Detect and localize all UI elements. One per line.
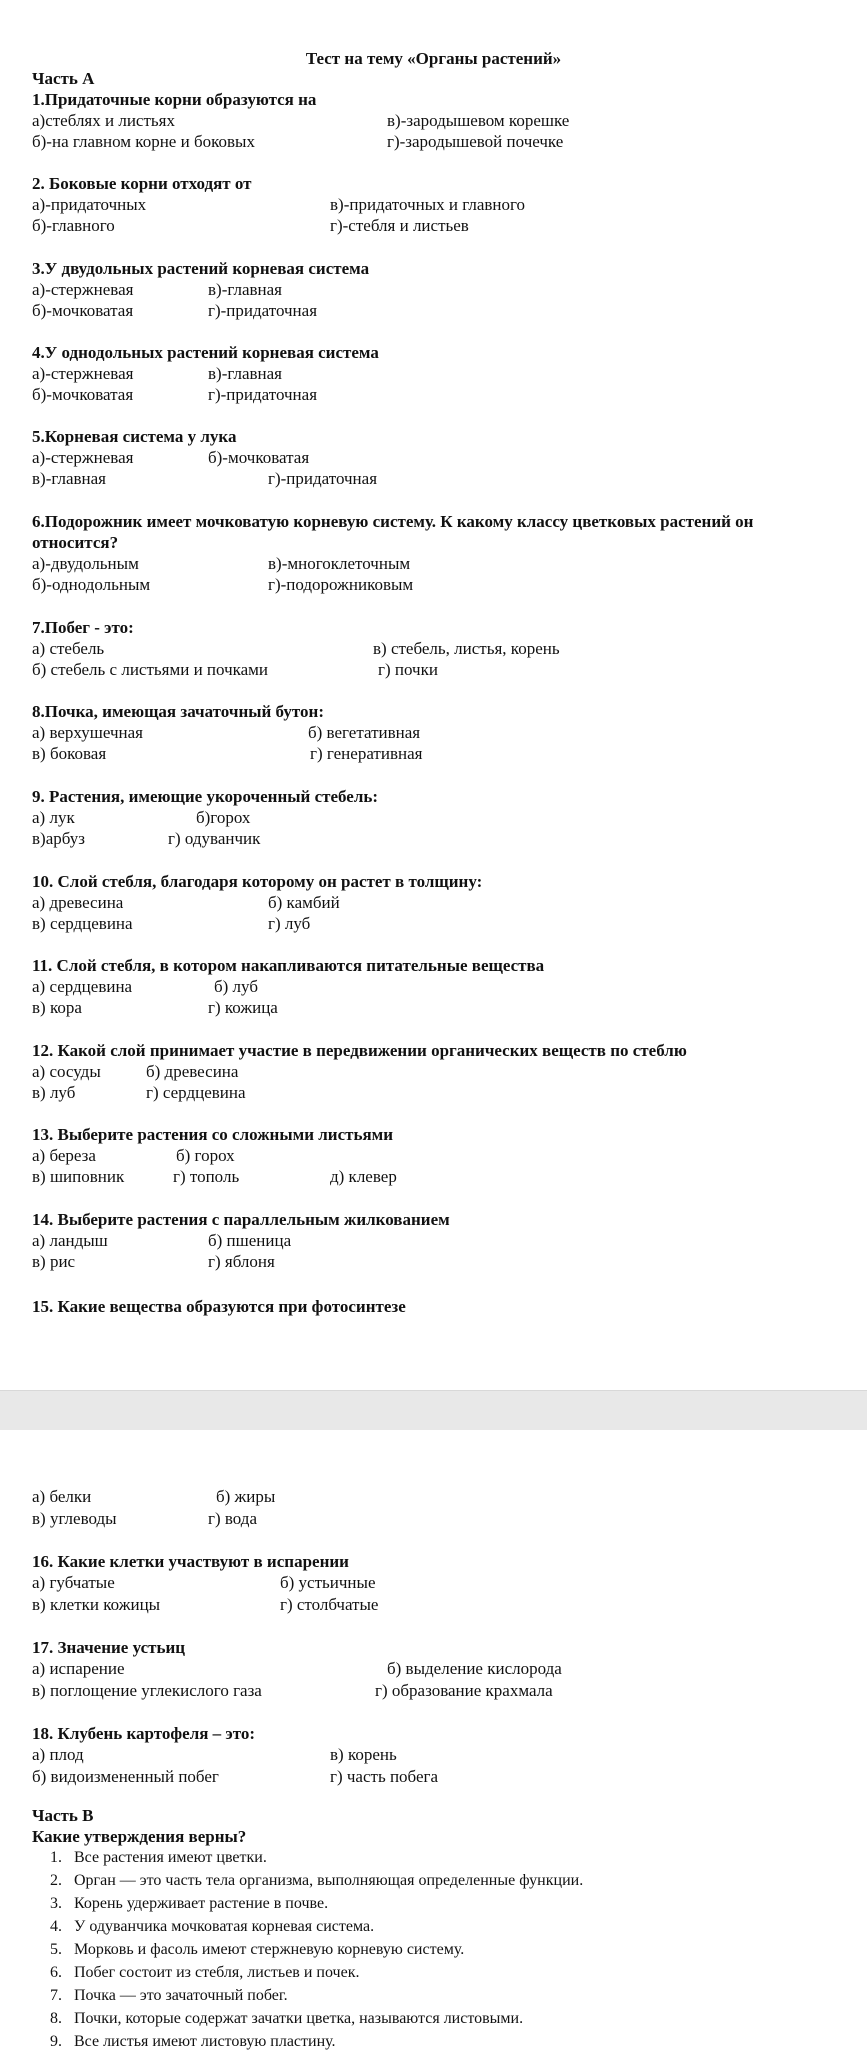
statement-text: Все растения имеют цветки. xyxy=(74,1849,267,1866)
document-title: Тест на тему «Органы растений» xyxy=(305,49,562,68)
answer-14b: в) рис xyxy=(32,1252,76,1271)
answer-6a: а)-двудольным xyxy=(32,554,139,573)
question-15: 15. Какие вещества образуются при фотосинтезе xyxy=(32,1297,406,1316)
statement-text: Корень удерживает растение в почве. xyxy=(74,1895,329,1912)
answer-13b: в) шиповник xyxy=(32,1167,125,1186)
answer-14c: б) пшеница xyxy=(208,1231,292,1250)
statement-number: 2. xyxy=(50,1872,62,1889)
statement-item xyxy=(40,2008,523,2029)
answer-17d: г) образование крахмала xyxy=(375,1681,553,1700)
answer-11d: г) кожица xyxy=(208,998,278,1017)
answer-12a: а) сосуды xyxy=(32,1062,101,1081)
answer-18d: г) часть побега xyxy=(330,1767,439,1786)
answer-10b: в) сердцевина xyxy=(32,914,133,933)
answer-15a: а) белки xyxy=(32,1487,92,1506)
answer-3d: г)-придаточная xyxy=(208,301,318,320)
question-3: 3.У двудольных растений корневая система xyxy=(32,259,370,278)
statement-number: 7. xyxy=(50,1987,62,2004)
answer-3a: а)-стержневая xyxy=(32,280,134,299)
answer-10a: а) древесина xyxy=(32,893,124,912)
answer-18b: б) видоизмененный побег xyxy=(32,1767,219,1786)
answer-2b: б)-главного xyxy=(32,216,115,235)
question-8: 8.Почка, имеющая зачаточный бутон: xyxy=(32,702,324,721)
statement-item xyxy=(40,1870,583,1891)
statement-number: 8. xyxy=(50,2010,62,2027)
answer-3c: в)-главная xyxy=(208,280,282,299)
question-7: 7.Побег - это: xyxy=(32,618,134,637)
answer-2c: в)-придаточных и главного xyxy=(330,195,526,214)
statement-number: 4. xyxy=(50,1918,62,1935)
answer-17a: а) испарение xyxy=(32,1659,125,1678)
statement-text: Почки, которые содержат зачатки цветка, называются листовыми. xyxy=(74,2010,524,2027)
answer-18c: в) корень xyxy=(330,1745,397,1764)
answer-18a: а) плод xyxy=(32,1745,84,1764)
answer-7d: г) почки xyxy=(378,660,438,679)
answer-4a: а)-стержневая xyxy=(32,364,134,383)
answer-14a: а) ландыш xyxy=(32,1231,108,1250)
answer-1d: г)-зародышевой почечке xyxy=(387,132,564,151)
question-9: 9. Растения, имеющие укороченный стебель: xyxy=(32,787,379,806)
answer-16c: б) устьичные xyxy=(280,1573,376,1592)
statement-item xyxy=(40,1939,464,1960)
question-16: 16. Какие клетки участвуют в испарении xyxy=(32,1552,349,1571)
answer-6c: в)-многоклеточным xyxy=(268,554,411,573)
answer-9b: в)арбуз xyxy=(32,829,85,848)
answer-7b: б) стебель с листьями и почками xyxy=(32,660,269,679)
statement-item xyxy=(40,1916,374,1937)
statement-number: 6. xyxy=(50,1964,62,1981)
question-6: 6.Подорожник имеет мочковатую корневую систему. К какому классу цветковых растений он xyxy=(32,512,754,531)
answer-16a: а) губчатые xyxy=(32,1573,115,1592)
answer-2a: а)-придаточных xyxy=(32,195,147,214)
answer-7c: в) стебель, листья, корень xyxy=(373,639,560,658)
statement-number: 1. xyxy=(50,1849,62,1866)
question-6-continued: относится? xyxy=(32,533,119,552)
answer-9a: а) лук xyxy=(32,808,75,827)
question-2: 2. Боковые корни отходят от xyxy=(32,174,252,193)
question-17: 17. Значение устьиц xyxy=(32,1638,186,1657)
answer-4b: б)-мочковатая xyxy=(32,385,134,404)
question-10: 10. Слой стебля, благодаря которому он растет в толщину: xyxy=(32,872,483,891)
answer-10d: г) луб xyxy=(268,914,311,933)
answer-17c: б) выделение кислорода xyxy=(387,1659,562,1678)
answer-4d: г)-придаточная xyxy=(208,385,318,404)
statement-item xyxy=(40,1847,267,1868)
question-18: 18. Клубень картофеля – это: xyxy=(32,1724,256,1743)
statement-text: Все листья имеют листовую пластину. xyxy=(74,2033,336,2050)
answer-16b: в) клетки кожицы xyxy=(32,1595,161,1614)
answer-13d: г) тополь xyxy=(173,1167,240,1186)
answer-15b: в) углеводы xyxy=(32,1509,117,1528)
answer-13a: а) береза xyxy=(32,1146,96,1165)
statement-text: Морковь и фасоль имеют стержневую корневую систему. xyxy=(74,1941,465,1958)
part-b-heading: Часть В xyxy=(32,1806,94,1825)
question-11: 11. Слой стебля, в котором накапливаются питательные вещества xyxy=(32,956,545,975)
answer-1a: а)стеблях и листьях xyxy=(32,111,175,130)
answer-13e: д) клевер xyxy=(330,1167,397,1186)
answer-6d: г)-подорожниковым xyxy=(268,575,414,594)
statement-text: Побег состоит из стебля, листьев и почек. xyxy=(74,1964,360,1981)
answer-3b: б)-мочковатая xyxy=(32,301,134,320)
statement-text: Орган — это часть тела организма, выполняющая определенные функции. xyxy=(74,1872,584,1889)
answer-9c: б)горох xyxy=(196,808,251,827)
page-separator xyxy=(0,1390,867,1431)
part-b-question: Какие утверждения верны? xyxy=(32,1827,247,1846)
answer-5b: б)-мочковатая xyxy=(208,448,310,467)
answer-10c: б) камбий xyxy=(268,893,340,912)
statement-number: 3. xyxy=(50,1895,62,1912)
question-14: 14. Выберите растения с параллельным жилкованием xyxy=(32,1210,450,1229)
part-a-heading: Часть А xyxy=(32,69,95,88)
answer-5d: г)-придаточная xyxy=(268,469,378,488)
answer-11c: б) луб xyxy=(214,977,258,996)
answer-11b: в) кора xyxy=(32,998,82,1017)
statement-text: Почка — это зачаточный побег. xyxy=(74,1987,288,2004)
statement-number: 5. xyxy=(50,1941,62,1958)
answer-8a: а) верхушечная xyxy=(32,723,144,742)
answer-5c: в)-главная xyxy=(32,469,106,488)
statement-item xyxy=(40,2031,336,2052)
question-5: 5.Корневая система у лука xyxy=(32,427,237,446)
answer-17b: в) поглощение углекислого газа xyxy=(32,1681,262,1700)
answer-9d: г) одуванчик xyxy=(168,829,261,848)
question-4: 4.У однодольных растений корневая система xyxy=(32,343,379,362)
statement-item xyxy=(40,1985,288,2006)
answer-2d: г)-стебля и листьев xyxy=(330,216,469,235)
question-13: 13. Выберите растения со сложными листьями xyxy=(32,1125,394,1144)
answer-11a: а) сердцевина xyxy=(32,977,133,996)
answer-8c: б) вегетативная xyxy=(308,723,421,742)
answer-15c: б) жиры xyxy=(216,1487,276,1506)
answer-13c: б) горох xyxy=(176,1146,235,1165)
answer-16d: г) столбчатые xyxy=(280,1595,379,1614)
answer-12b: в) луб xyxy=(32,1083,76,1102)
answer-8d: г) генеративная xyxy=(310,744,423,763)
question-12: 12. Какой слой принимает участие в передвижении органических веществ по стеблю xyxy=(32,1041,687,1060)
answer-14d: г) яблоня xyxy=(208,1252,275,1271)
answer-15d: г) вода xyxy=(208,1509,257,1528)
question-1: 1.Придаточные корни образуются на xyxy=(32,90,317,109)
answer-12d: г) сердцевина xyxy=(146,1083,246,1102)
answer-7a: а) стебель xyxy=(32,639,105,658)
answer-12c: б) древесина xyxy=(146,1062,239,1081)
answer-5a: а)-стержневая xyxy=(32,448,134,467)
statement-item xyxy=(40,1962,359,1983)
answer-4c: в)-главная xyxy=(208,364,282,383)
answer-1b: б)-на главном корне и боковых xyxy=(32,132,255,151)
statement-number: 9. xyxy=(50,2033,62,2050)
statement-text: У одуванчика мочковатая корневая система. xyxy=(74,1918,375,1935)
statement-item xyxy=(40,1893,328,1914)
answer-1c: в)-зародышевом корешке xyxy=(387,111,570,130)
answer-6b: б)-однодольным xyxy=(32,575,151,594)
answer-8b: в) боковая xyxy=(32,744,107,763)
